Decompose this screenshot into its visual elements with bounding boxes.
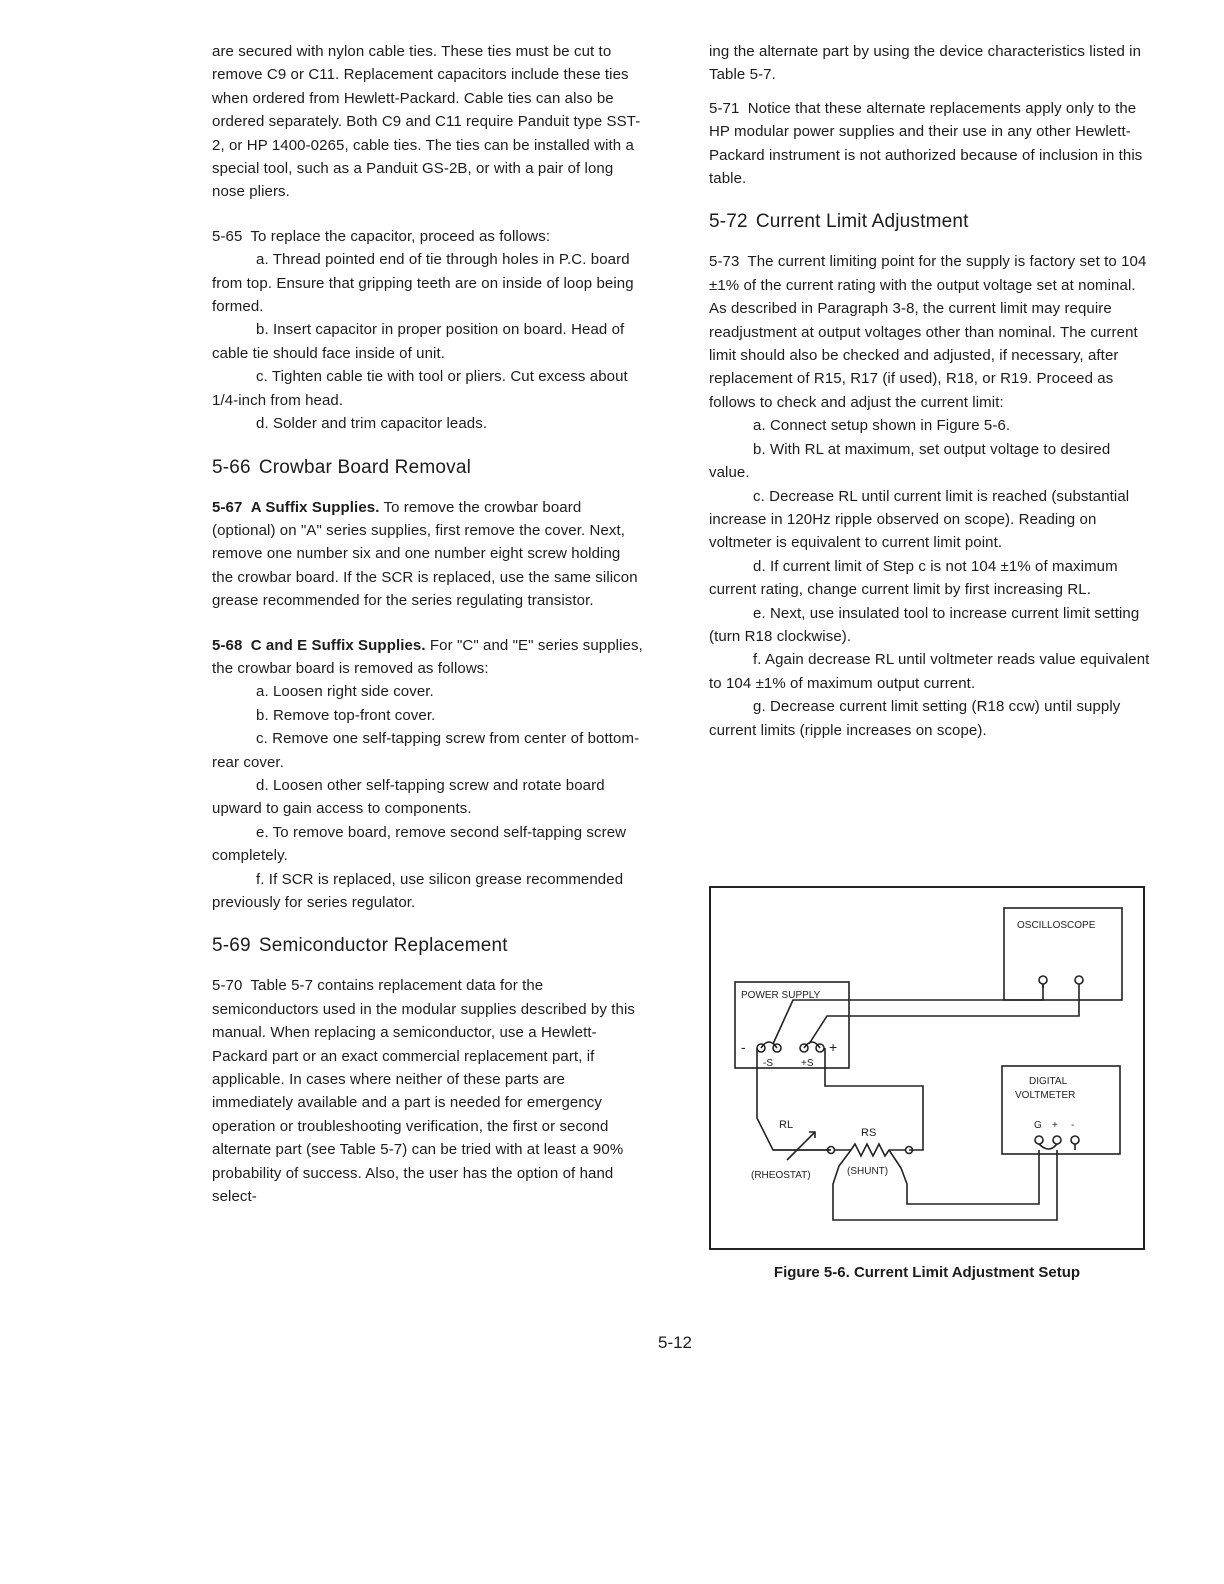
paragraph-text: Notice that these alternate replacements apply only to the HP modular power supplies and their use in any other Hewlett-Packard instrument is not authorized because of inclusion in this table.	[709, 99, 1143, 188]
step-d: d. Loosen other self-tapping screw and rotate board upward to gain access to components.	[212, 776, 605, 818]
step-f: f. If SCR is replaced, use silicon grease recommended previously for series regulator.	[212, 870, 624, 911]
shunt-label: (SHUNT)	[847, 1166, 889, 1177]
paragraph-number: 5-71	[709, 99, 740, 117]
paragraph-5-73	[709, 250, 1154, 414]
minus-terminal-label: -	[741, 1039, 746, 1055]
step-a: a. Connect setup shown in Figure 5-6.	[753, 417, 1011, 435]
paragraph-5-67	[212, 496, 644, 613]
shunt-resistor	[835, 1144, 905, 1156]
step-c: c. Tighten cable tie with tool or pliers. Cut excess about 1/4-inch from head.	[212, 368, 628, 409]
page-number: 5-12	[657, 1333, 693, 1352]
step-a: a. Loosen right side cover.	[256, 683, 434, 701]
minus-sense-label: -S	[763, 1058, 773, 1069]
step-e: e. Next, use insulated tool to increase current limit setting (turn R18 clockwise).	[709, 604, 1140, 645]
paragraph-number: 5-65	[212, 227, 243, 245]
scope-terminal-1	[1039, 976, 1047, 984]
left-column	[212, 40, 644, 1208]
rheostat-label: (RHEOSTAT)	[751, 1170, 811, 1181]
step-c: c. Decrease RL until current limit is reached (substantial increase in 120Hz ripple observed on scope). Reading on voltmeter is equivalent to current limit point.	[709, 487, 1130, 552]
paragraph-5-68	[212, 634, 644, 681]
paragraph-number: 5-68	[212, 636, 243, 654]
rs-label: RS	[861, 1127, 877, 1139]
heading-number: 5-69	[212, 935, 251, 957]
step-c: c. Remove one self-tapping screw from center of bottom-rear cover.	[212, 730, 640, 771]
voltmeter-label-line1: DIGITAL	[1029, 1076, 1068, 1087]
step-b: b. Remove top-front cover.	[256, 706, 436, 724]
figure-5-6	[709, 886, 1145, 1250]
circuit-diagram	[711, 888, 1143, 1248]
paragraph-text: To remove the crowbar board (optional) on "A" series supplies, first remove the cover. Next, remove one number six and one number eight screw holding the crowbar board. If the SCR is replaced, use the same silicon grease recommended for the series regulating transistor.	[212, 498, 638, 610]
rl-label: RL	[779, 1119, 794, 1131]
step-a: a. Thread pointed end of tie through holes in P.C. board from top. Ensure that gripping teeth are on inside of loop being formed.	[212, 251, 634, 316]
rheostat-arrow	[787, 1132, 815, 1160]
paragraph-text: Table 5-7 contains replacement data for the semiconductors used in the modular supplies described by this manual. When replacing a semiconductor, use a Hewlett-Packard part or an exact commercial replacement part, if applicable. In cases where neither of these parts are immediately available and a part is needed for emergency operation or troubleshooting verification, the first or second alternate part (see Table 5-7) can be tried with at least a 90% probability of success. Also, the user has the option of hand select-	[212, 977, 635, 1206]
paragraph-text: The current limiting point for the supply is factory set to 104 ±1% of the current rating with the output voltage set at nominal. As described in Paragraph 3-8, the current limit may require readjustment at output voltages other than nominal. The current limit should also be checked and adjusted, if necessary, after replacement of R15, R17 (if used), R18, or R19. Proceed as follows to check and adjust the current limit:	[709, 253, 1147, 411]
paragraph-text: For "C" and "E" series supplies, the crowbar board is removed as follows:	[212, 636, 643, 677]
step-b: b. With RL at maximum, set output voltage to desired value.	[709, 440, 1111, 482]
plus-sense-label: +S	[801, 1058, 814, 1069]
figure-caption: Figure 5-6. Current Limit Adjustment Setup	[773, 1264, 1081, 1281]
voltmeter-plus-label: +	[1052, 1120, 1058, 1131]
continued-paragraph: are secured with nylon cable ties. These ties must be cut to remove C9 or C11. Replacement capacitors include these ties when ordered from Hewlett-Packard. Cable ties can also be ordered separately. Both C9 and C11 require Panduit type SST-2, or HP 1400-0265, cable ties. The ties can be installed with a special tool, such as a Panduit GS-2B, or with a pair of long nose pliers.	[212, 43, 641, 201]
paragraph-lead: A Suffix Supplies.	[250, 498, 380, 516]
oscilloscope-label: OSCILLOSCOPE	[1017, 920, 1096, 931]
right-column	[709, 40, 1154, 742]
heading-5-66	[212, 456, 644, 480]
heading-5-69	[212, 934, 644, 958]
heading-number: 5-72	[709, 211, 748, 233]
step-f: f. Again decrease RL until voltmeter reads value equivalent to 104 ±1% of maximum output current.	[709, 651, 1150, 692]
step-d: d. Solder and trim capacitor leads.	[256, 415, 488, 433]
paragraph-lead: C and E Suffix Supplies.	[250, 636, 426, 654]
step-d: d. If current limit of Step c is not 104 ±1% of maximum current rating, change current limit by first increasing RL.	[709, 557, 1118, 599]
continued-paragraph: ing the alternate part by using the device characteristics listed in Table 5-7.	[709, 43, 1142, 84]
voltmeter-label-line2: VOLTMETER	[1015, 1090, 1076, 1101]
paragraph-5-65	[212, 225, 644, 248]
power-supply-label: POWER SUPPLY	[741, 990, 821, 1001]
heading-title: Crowbar Board Removal	[258, 456, 472, 478]
step-b: b. Insert capacitor in proper position on board. Head of cable tie should face inside of unit.	[212, 321, 625, 362]
heading-title: Current Limit Adjustment	[755, 211, 969, 233]
scope-terminal-2	[1075, 976, 1083, 984]
heading-5-72	[709, 210, 1154, 234]
paragraph-number: 5-70	[212, 977, 243, 995]
voltmeter-g-label: G	[1034, 1120, 1042, 1131]
paragraph-number: 5-67	[212, 498, 243, 516]
heading-title: Semiconductor Replacement	[258, 935, 508, 957]
paragraph-number: 5-73	[709, 253, 740, 271]
step-e: e. To remove board, remove second self-tapping screw completely.	[212, 823, 627, 865]
heading-number: 5-66	[212, 456, 251, 478]
step-g: g. Decrease current limit setting (R18 ccw) until supply current limits (ripple increases on scope).	[709, 698, 1121, 739]
paragraph-5-70	[212, 974, 644, 1208]
plus-terminal-label: +	[829, 1039, 838, 1055]
voltmeter-minus-label: -	[1071, 1120, 1075, 1131]
paragraph-text: To replace the capacitor, proceed as follows:	[250, 227, 551, 245]
paragraph-5-71	[709, 97, 1154, 191]
